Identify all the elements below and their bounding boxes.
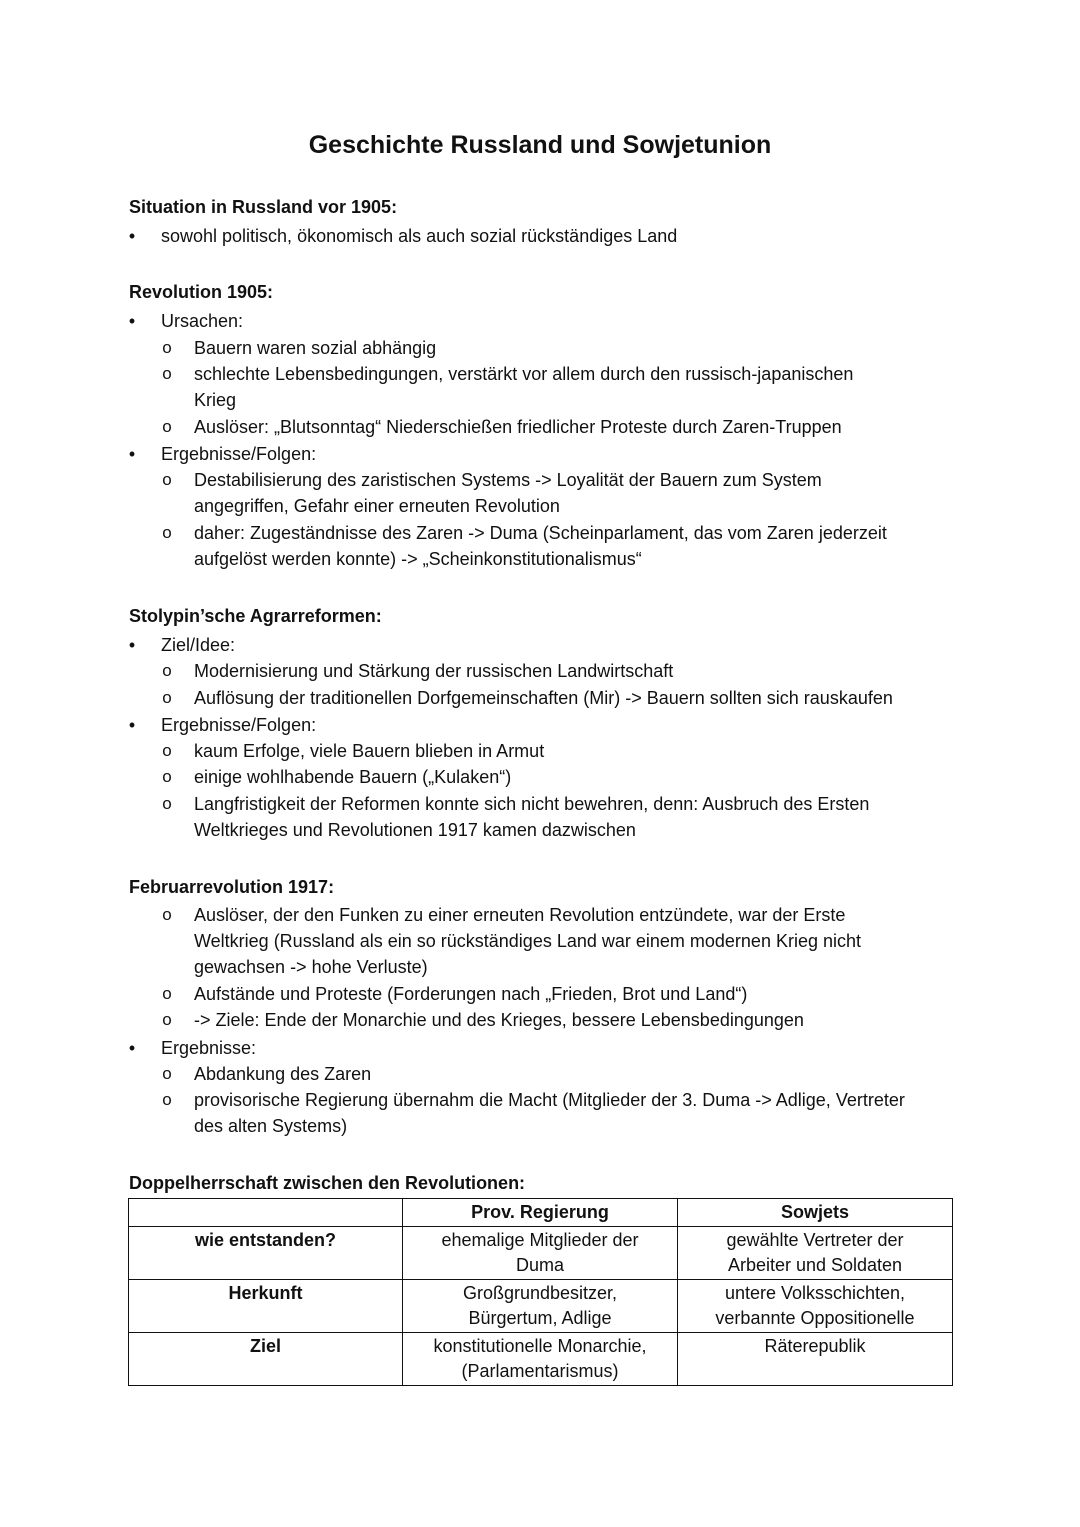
circle-marker: o: [162, 905, 172, 924]
bullet-marker: •: [128, 1038, 136, 1058]
heading-agrarreformen: Stolypin’sche Agrarreformen:: [129, 606, 382, 626]
circle-marker: o: [162, 688, 172, 707]
list-item: Modernisierung und Stärkung der russischen Landwirtschaft: [194, 661, 674, 681]
list-item: Ursachen:: [161, 311, 244, 331]
list-item: Destabilisierung des zaristischen Systems -> Loyalität der Bauern zum System: [194, 470, 822, 490]
list-item: Ergebnisse/Folgen:: [161, 715, 317, 735]
table-row: [129, 1280, 953, 1333]
bullet-marker: •: [128, 226, 136, 246]
table-cell-line: Räterepublik: [764, 1336, 866, 1356]
circle-marker: o: [162, 1010, 172, 1029]
circle-marker: o: [162, 661, 172, 680]
circle-marker: o: [162, 338, 172, 357]
table-cell-line: (Parlamentarismus): [461, 1361, 619, 1381]
circle-marker: o: [162, 984, 172, 1003]
list-item-continuation: Krieg: [194, 390, 237, 410]
circle-marker: o: [162, 470, 172, 489]
list-item: Auslöser: „Blutsonntag“ Niederschießen friedlicher Proteste durch Zaren-Truppen: [194, 417, 842, 437]
table-cell-line: Duma: [515, 1255, 564, 1275]
bullet-marker: •: [128, 715, 136, 735]
table-cell: [403, 1227, 678, 1280]
table-header-cell: Prov. Regierung: [403, 1199, 678, 1227]
table-cell: [403, 1280, 678, 1333]
table-header-row: [129, 1199, 953, 1227]
table-header-cell: [129, 1199, 403, 1227]
table-row: [129, 1227, 953, 1280]
table-cell-line: Arbeiter und Soldaten: [727, 1255, 903, 1275]
circle-marker: o: [162, 523, 172, 542]
list-item-continuation: aufgelöst werden konnte) -> „Scheinkonstitutionalismus“: [194, 549, 642, 569]
table-cell: [678, 1280, 953, 1333]
list-item: kaum Erfolge, viele Bauern blieben in Armut: [194, 741, 545, 761]
table-cell: [678, 1333, 953, 1386]
list-item: schlechte Lebensbedingungen, verstärkt vor allem durch den russisch-japanischen: [194, 364, 854, 384]
circle-marker: o: [162, 364, 172, 383]
list-item: Auflösung der traditionellen Dorfgemeinschaften (Mir) -> Bauern sollten sich rauskaufen: [194, 688, 893, 708]
table-row-label: Ziel: [129, 1333, 403, 1386]
list-item: einige wohlhabende Bauern („Kulaken“): [194, 767, 512, 787]
list-item: sowohl politisch, ökonomisch als auch sozial rückständiges Land: [161, 226, 678, 246]
circle-marker: o: [162, 741, 172, 760]
list-item-continuation: Weltkrieg (Russland als ein so rückständiges Land war einem modernen Krieg nicht: [194, 931, 862, 951]
heading-februarrevolution: Februarrevolution 1917:: [129, 877, 335, 897]
doppelherrschaft-table: [128, 1198, 953, 1386]
list-item: Ziel/Idee:: [161, 635, 236, 655]
list-item: Ergebnisse/Folgen:: [161, 444, 317, 464]
list-item-continuation: des alten Systems): [194, 1116, 348, 1136]
list-item: Bauern waren sozial abhängig: [194, 338, 437, 358]
table-cell-line: konstitutionelle Monarchie,: [433, 1336, 647, 1356]
heading-revolution-1905: Revolution 1905:: [129, 282, 274, 302]
list-item: -> Ziele: Ende der Monarchie und des Krieges, bessere Lebensbedingungen: [194, 1010, 804, 1030]
list-item: Langfristigkeit der Reformen konnte sich nicht bewehren, denn: Ausbruch des Ersten: [194, 794, 870, 814]
table-cell-line: gewählte Vertreter der: [726, 1230, 904, 1250]
heading-situation-1905: Situation in Russland vor 1905:: [129, 197, 398, 217]
list-item-continuation: angegriffen, Gefahr einer erneuten Revolution: [194, 496, 560, 516]
circle-marker: o: [162, 417, 172, 436]
bullet-marker: •: [128, 311, 136, 331]
table-cell-line: Großgrundbesitzer,: [462, 1283, 618, 1303]
list-item: Ergebnisse:: [161, 1038, 257, 1058]
circle-marker: o: [162, 767, 172, 786]
list-item: daher: Zugeständnisse des Zaren -> Duma (Scheinparlament, das vom Zaren jederzeit: [194, 523, 887, 543]
circle-marker: o: [162, 1064, 172, 1083]
table-cell-line: verbannte Oppositionelle: [715, 1308, 915, 1328]
table-cell: [403, 1333, 678, 1386]
table-header-cell: Sowjets: [678, 1199, 953, 1227]
list-item: provisorische Regierung übernahm die Macht (Mitglieder der 3. Duma -> Adlige, Vertreter: [194, 1090, 905, 1110]
table-row-label: wie entstanden?: [129, 1227, 403, 1280]
table-cell-line: untere Volksschichten,: [724, 1283, 906, 1303]
table-cell: [678, 1227, 953, 1280]
list-item: Aufstände und Proteste (Forderungen nach „Frieden, Brot und Land“): [194, 984, 748, 1004]
list-item: Auslöser, der den Funken zu einer erneuten Revolution entzündete, war der Erste: [194, 905, 846, 925]
circle-marker: o: [162, 1090, 172, 1109]
document-title: Geschichte Russland und Sowjetunion: [308, 131, 772, 159]
heading-doppelherrschaft: Doppelherrschaft zwischen den Revolutionen:: [129, 1173, 526, 1193]
table-cell-line: ehemalige Mitglieder der: [441, 1230, 639, 1250]
table-cell-line: Bürgertum, Adlige: [468, 1308, 612, 1328]
table-row: [129, 1333, 953, 1386]
list-item-continuation: gewachsen -> hohe Verluste): [194, 957, 428, 977]
table-row-label: Herkunft: [129, 1280, 403, 1333]
bullet-marker: •: [128, 635, 136, 655]
list-item-continuation: Weltkrieges und Revolutionen 1917 kamen dazwischen: [194, 820, 636, 840]
list-item: Abdankung des Zaren: [194, 1064, 372, 1084]
circle-marker: o: [162, 794, 172, 813]
bullet-marker: •: [128, 444, 136, 464]
